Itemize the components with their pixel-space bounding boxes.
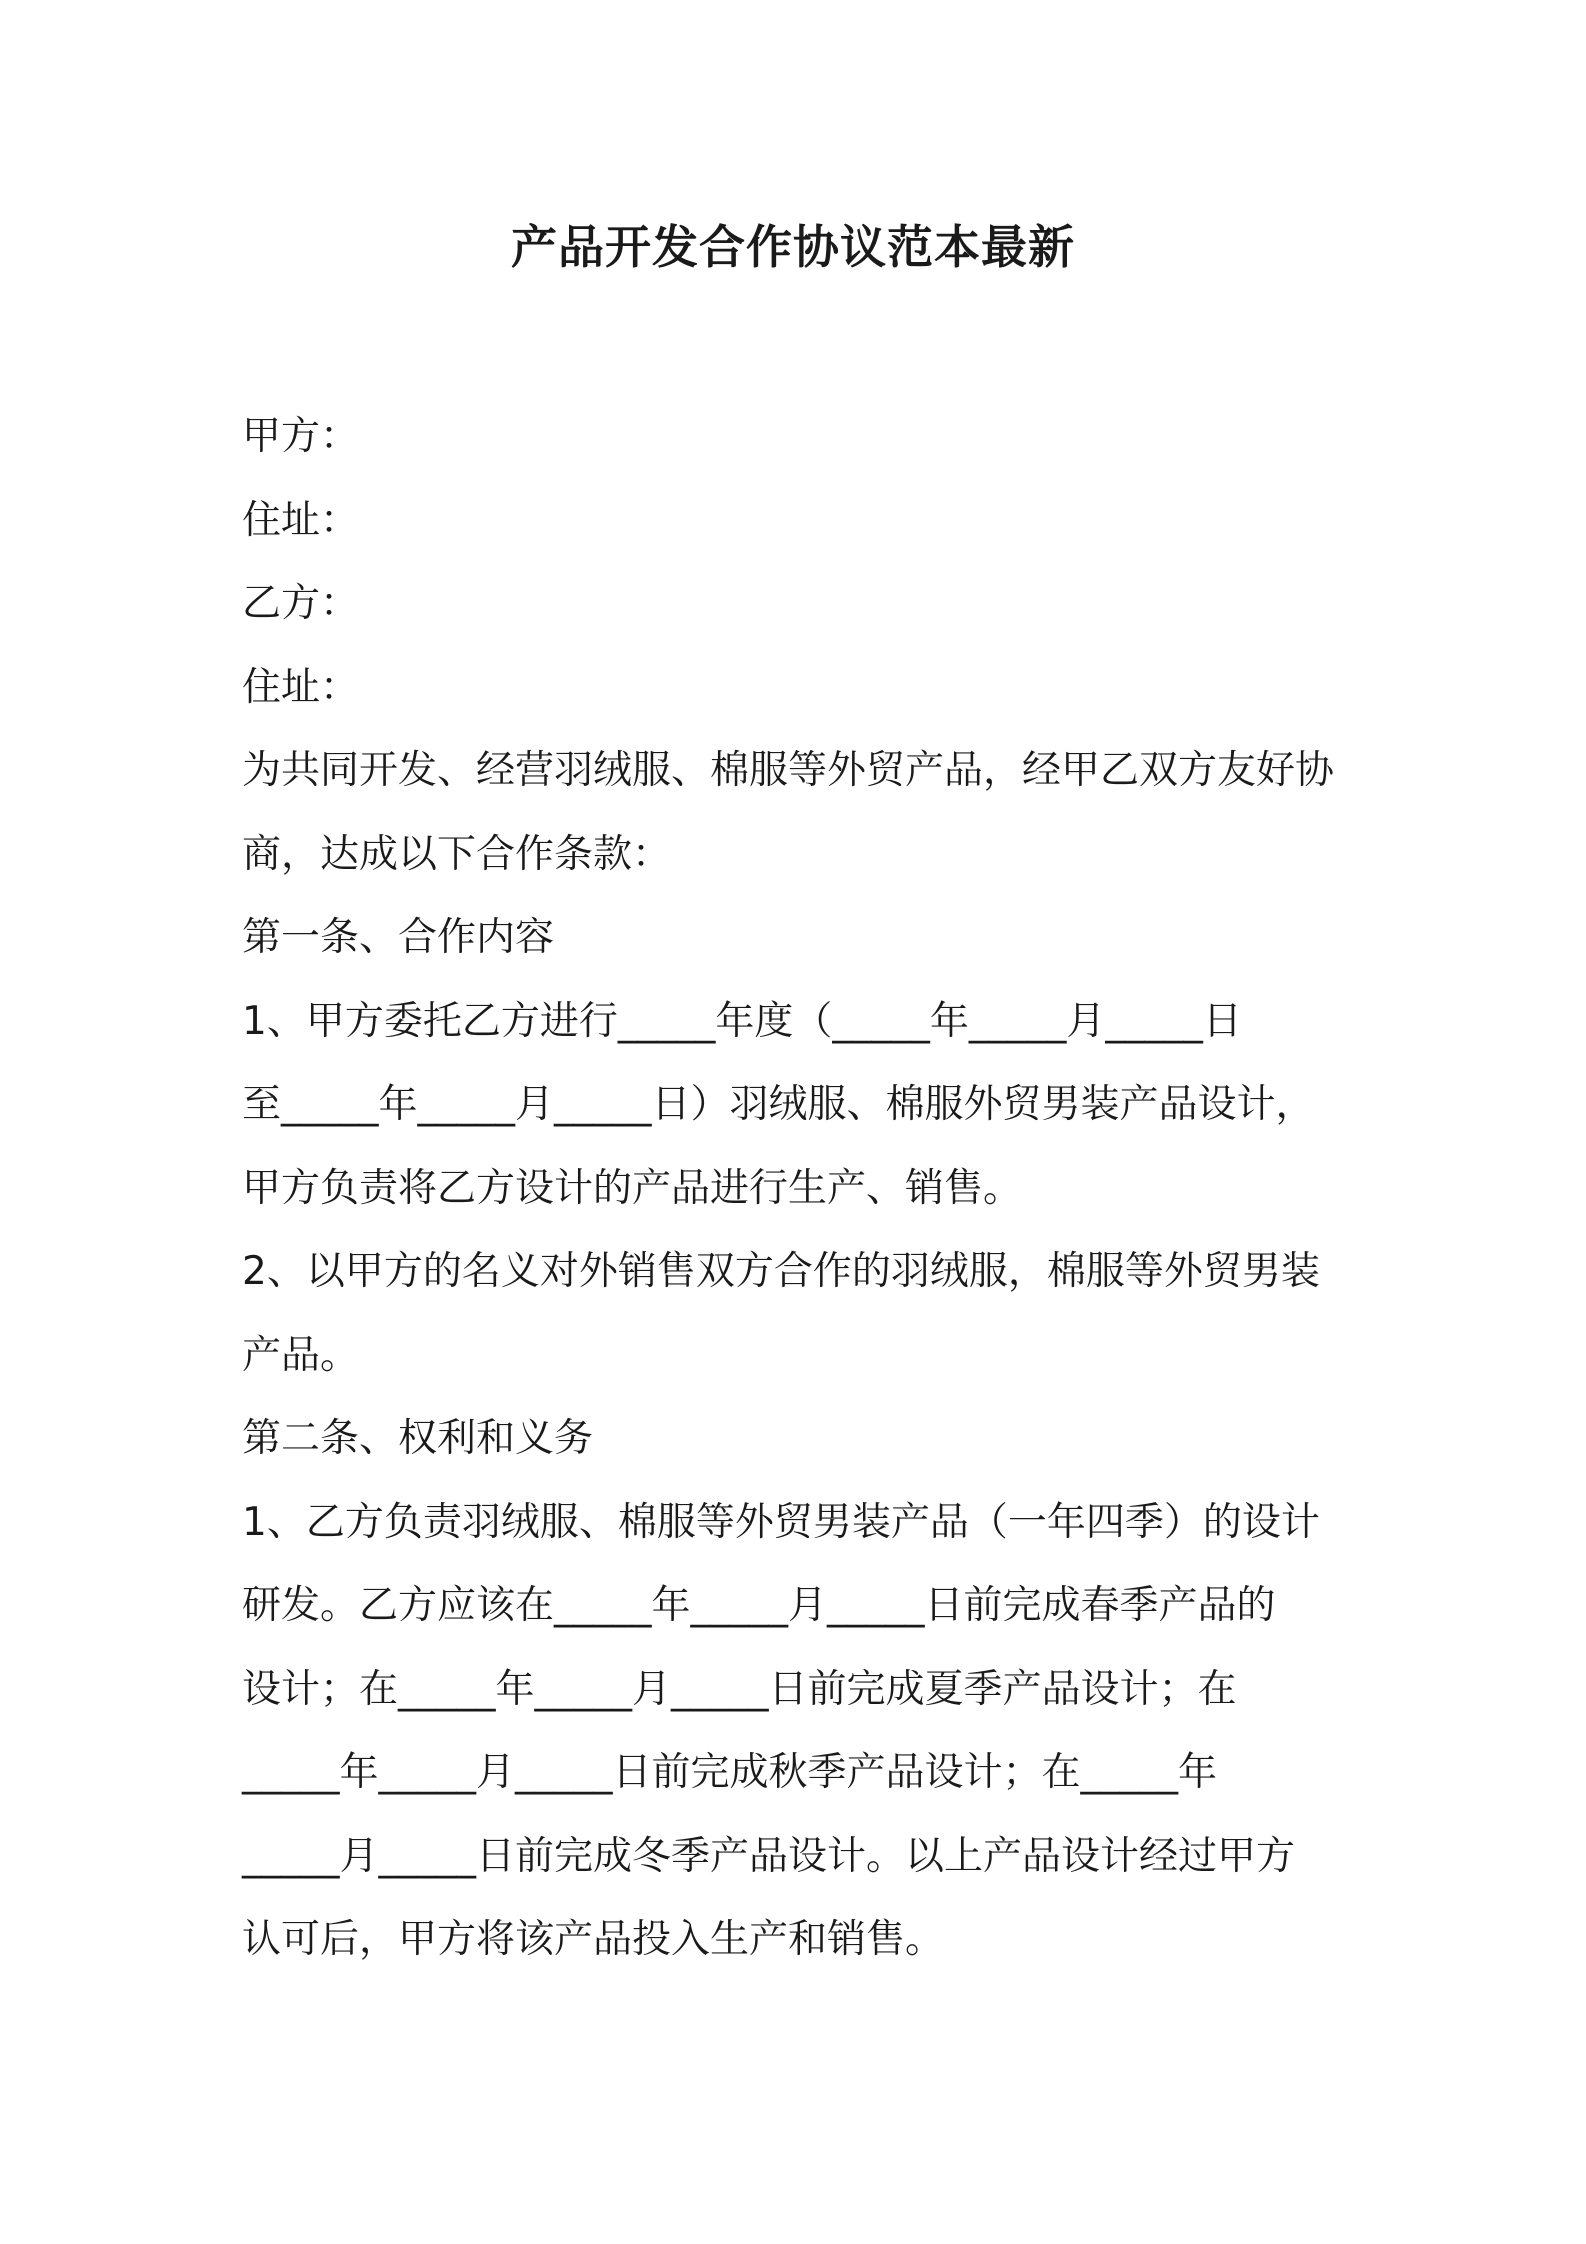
clause-line: 认可后，甲方将该产品投入生产和销售。 [242, 1917, 945, 1962]
article-heading: 第二条、权利和义务 [242, 1416, 594, 1461]
document-body [242, 395, 1352, 1982]
party-b-label: 乙方： [242, 581, 360, 626]
article-heading: 第一条、合作内容 [242, 915, 555, 960]
clause-line: 1、乙方负责羽绒服、棉服等外贸男装产品（一年四季）的设计 [242, 1499, 1320, 1545]
clause-line: 至_____年_____月_____日）羽绒服、棉服外贸男装产品设计， [242, 1082, 1315, 1127]
clause-line: _____年_____月_____日前完成秋季产品设计；在_____年 [242, 1750, 1218, 1795]
party-b-address-label: 住址： [242, 664, 360, 710]
clause-line: 1、甲方委托乙方进行_____年度（_____年_____月_____日 [242, 998, 1242, 1044]
document-title: 产品开发合作协议范本最新 [511, 220, 1075, 274]
clause-line: 产品。 [242, 1332, 360, 1378]
preamble-line: 为共同开发、经营羽绒服、棉服等外贸产品，经甲乙双方友好协 [242, 748, 1335, 793]
clause-line: 设计；在_____年_____月_____日前完成夏季产品设计；在 [242, 1666, 1237, 1712]
clause-line: 2、以甲方的名义对外销售双方合作的羽绒服，棉服等外贸男装 [242, 1249, 1320, 1294]
preamble-line: 商，达成以下合作条款： [242, 831, 672, 877]
clause-line: 研发。乙方应该在_____年_____月_____日前完成春季产品的 [242, 1583, 1276, 1628]
party-a-label: 甲方： [242, 414, 360, 459]
clause-line: _____月_____日前完成冬季产品设计。以上产品设计经过甲方 [242, 1833, 1296, 1879]
clause-line: 甲方负责将乙方设计的产品进行生产、销售。 [242, 1165, 1023, 1211]
party-a-address-label: 住址： [242, 497, 360, 543]
